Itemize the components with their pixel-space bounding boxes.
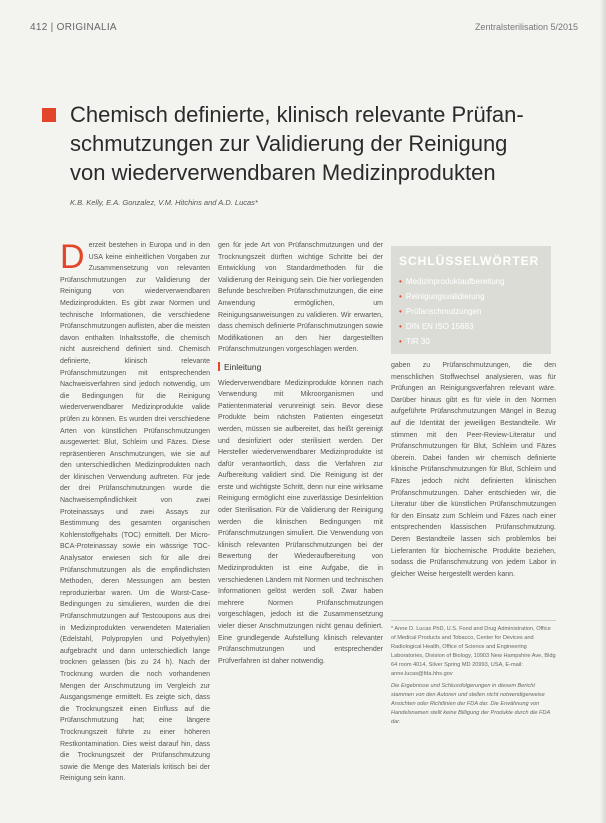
keyword-item: • DIN EN ISO 15883: [399, 322, 474, 331]
bullet-icon: •: [399, 292, 402, 301]
bullet-icon: •: [399, 337, 402, 346]
section-heading-bar: [218, 362, 220, 371]
abstract-text: erzeit bestehen in Europa und in den USA keine einheitlichen Vorgaben zur Zusammensetzung von relevanten Prüfanschmutzungen zur Validierung der Reinigung von wiederverwendbaren Medizinprodukten. Es gibt zwar Normen und technische Informationen, die verschiedene Prüfanschmutzungen auflisten, aber die meisten davon enthalten Inhaltsstoffe, die chemisch nicht ausreichend definiert sind. Chemisch definierte, klinisch relevante Prüfanschmutzungen mit entsprechenden Nachweisverfahren sind jedoch notwendig, um die Bedingungen für die Reinigung wiederverwendbarer Medizinprodukte valide prüfen zu können. Es wurden drei verschiedene Arten von künstlichen Prüfanschmutzungen ausgewertet: Blut, Schleim und Fäzes. Diese repräsentieren Anschmutzungen, wie sie auf den unterschiedlichen Medizinprodukten nach der klinischen Verwendung auftreten. Für jede der drei Prüfanschmutzungen wurde die Nachweisempfindlichkeit von zwei Proteinassays und zwei Assays zur Bestimmung des gesamten organischen Kohlenstoffgehalts (TOC) ermittelt. Der Micro-BCA-Proteinassay sowie ein wässrige TOC-Analysator erwiesen sich für alle drei Prüfanschmutzungen als die empfindlichsten Methoden, deren Messungen am besten reproduzierbar waren. Um die Worst-Case-Bedingungen zu simulieren, wurden die drei Prüfanschmutzungen auf Testcoupons aus drei in Medizinprodukten verwendeten Materialien (Edelstahl, Polypropylen und Polyethylen) aufgebracht und dann unterschiedlich lange trocknen gelassen (bis zu 24 h). Nach der Trocknung wurden die noch vorhandenen Mengen der Anschmutzung im Vergleich zur Ausgangsmenge ermittelt. Es zeigte sich, dass die Trocknungszeit einen Einfluss auf die Prüfanschmutzung hat; eine längere Trocknungszeit führte zu einer höheren Restkontamination. Dies weist darauf hin, dass die Trocknungszeit der Prüfanschmutzung sowie die Menge des Materials kritisch bei der Reinigung sein kann.: [60, 242, 210, 783]
introduction-text: Wiederverwendbare Medizinprodukte können nach Verwendung mit Mikroorganismen und Patientenmaterial verunreinigt sein. Bevor diese Produkte beim nächsten Patienten eingesetzt werden, müssen sie aufbereitet, das heißt gereinigt und desinfiziert oder sterilisiert werden. Der Hersteller wiederverwendbarer Medizinprodukte ist dafür verantwortlich, dass die Verfahren zur Aufbereitung validiert sind. Die Reinigung ist der erste und wichtigste Schritt, denn nur eine wirksame Reinigung ermöglicht eine zuverlässige Desinfektion oder Sterilisation. Für die Validierung der Reinigung werden die klinischen Bedingungen mit Prüfanschmutzungen simuliert. Die Verwendung von klinisch relevanten Prüfanschmutzungen bei der Bewertung der Wiederaufbereitung von Medizinprodukten ist eine Aufgabe, die in verschiedenen Ländern mit Normen und technischen Informationen gelöst werden soll. Zwar haben mehrere Normen Prüfanschmutzungen vorgeschlagen, jedoch ist die Zusammensetzung vieler dieser Anschmutzungen nicht genau definiert. Eine grundlegende Aufstellung klinisch relevanter Prüfanschmutzungen und entsprechender Prüfverfahren ist daher notwendig.: [218, 379, 383, 665]
section-heading: [218, 362, 383, 374]
column-3-text: gaben zu Prüfanschmutzungen, die den menschlichen Stoffwechsel analysieren, was für Prüfungen an Reinigungsverfahren relevant wäre. Darüber hinaus gibt es für viele in den Normen aufgeführte Prüfanschmutzungen Mängel in Bezug auf die Identität der jeweiligen Bestandteile. Wir stimmen mit den Peer-Review-Literatur und Prüfanschmutzungen für Blut, Schleim und Fäzes überein. Dabei fanden wir chemisch definierte klinische Prüfanschmutzungen für Blut, Schleim und Fäzes jedoch nicht definierten klinischen Prüfanschmutzungen. Daher entschieden wir, die Literatur über die künstlichen Prüfanschmutzungen für den Einsatz zum Schleim und Fäzes nach einer entsprechenden klassischen Prüfanschmutzung. Deren Bestandteile lassen sich problemlos bei Lieferanten für biochemische Produkte beziehen, sodass die Prüfanschmutzung von jedem Labor in gleicher Weise hergestellt werden kann.: [391, 362, 556, 578]
article-title: [70, 100, 570, 187]
footnotes: [391, 620, 556, 815]
bullet-icon: •: [399, 322, 402, 331]
section-heading-label: Einleitung: [224, 361, 262, 372]
keywords-title: SCHLÜSSELWÖRTER: [399, 254, 540, 268]
page-section-header: 412 | ORIGINALIA: [30, 22, 117, 33]
bullet-icon: •: [399, 277, 402, 286]
keyword-item: • Medizinproduktaufbereitung: [399, 277, 505, 286]
abstract-continuation: gen für jede Art von Prüfanschmutzungen und der Trocknungszeit dürften wichtige Schritte bei der Entwicklung von Standardmethoden für die Validierung der Reinigung sein. Die hier vorliegenden Befunde beschreiben Prüfanschmutzungen, die eine Anwendung ermöglichen, um Reinigungsanweisungen zu validieren. Wir erwarten, dass chemisch definierte Prüfanschmutzungen sowie Modifikationen an den hier dargestellten Prüfanschmutzungen vorgeschlagen werden.: [218, 242, 383, 354]
keyword-item: • Prüfanschmutzungen: [399, 307, 482, 316]
title-line-1: Chemisch definierte, klinisch relevante Prüfan-: [70, 102, 524, 127]
title-marker-square: [42, 108, 56, 122]
dropcap-letter: D: [60, 240, 85, 276]
keyword-item: • TIR 30: [399, 337, 430, 346]
body-column-2: [218, 240, 383, 805]
keywords-list: [391, 274, 551, 349]
body-column-3: [391, 360, 556, 610]
keyword-item: • Reinigungsvalidierung: [399, 292, 485, 301]
title-line-3: von wiederverwendbaren Medizinprodukten: [70, 160, 496, 185]
journal-header: Zentralsterilisation 5/2015: [474, 22, 578, 32]
keywords-box: [391, 246, 551, 354]
bullet-icon: •: [399, 307, 402, 316]
article-authors: K.B. Kelly, E.A. Gonzalez, V.M. Hitchins and A.D. Lucas*: [70, 198, 258, 207]
scan-edge-shadow: [600, 0, 606, 823]
author-affiliation-footnote: * Anne D. Lucas PhD, U.S. Food and Drug Administration, Office of Medical Products and Tobacco, Center for Devices and Radiological Health, Office of Science and Engineering Laboratories, Division of Biology, 10903 New Hampshire Ave, Bldg 64 room 4014, Silver Spring MD 20993, USA, E-mail: anne.lucas@fda.hhs.gov: [391, 626, 556, 677]
disclaimer-footnote: Die Ergebnisse und Schlussfolgerungen in diesem Bericht stammen von den Autoren und stellen nicht notwendigerweise Ansichten oder Richtlinien der FDA dar. Die Erwähnung von Handelsnamen stellt keine Billigung der Produkte durch die FDA dar.: [391, 683, 550, 725]
title-line-2: schmutzungen zur Validierung der Reinigung: [70, 131, 508, 156]
body-column-1: [60, 240, 210, 805]
